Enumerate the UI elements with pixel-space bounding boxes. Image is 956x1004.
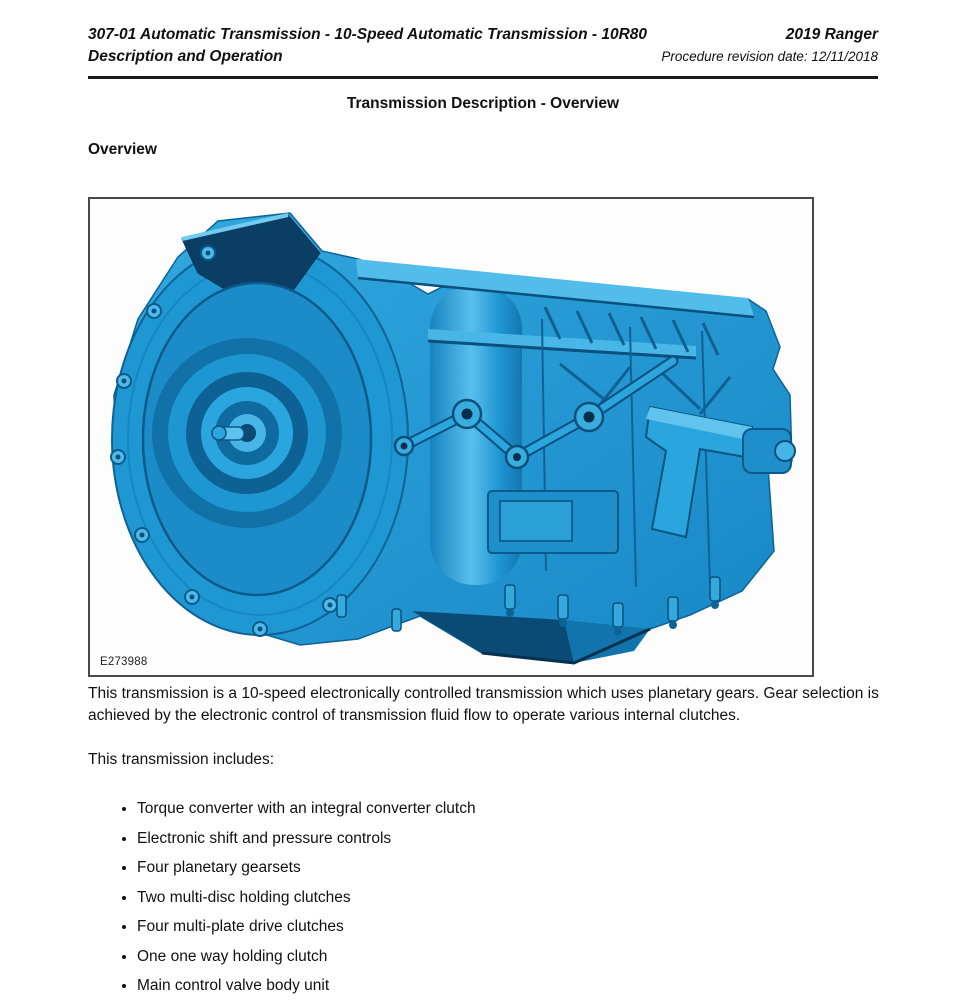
header-row-1	[88, 24, 878, 46]
includes-intro: This transmission includes:	[88, 751, 275, 768]
transmission-figure	[88, 197, 814, 677]
page-content	[88, 24, 878, 1004]
header-divider	[88, 76, 878, 79]
feature-item-one-way-clutch: • One one way holding clutch	[137, 945, 878, 968]
page-header	[88, 24, 878, 68]
intro-paragraph: This transmission is a 10-speed electronically controlled transmission which uses planetary gears. Gear selection is achieved by the electronic control of transmission fluid flow to operate various internal clutches.	[88, 685, 879, 724]
feature-item-holding-clutches: • Two multi-disc holding clutches	[137, 886, 878, 909]
feature-item-valve-body: • Main control valve body unit	[137, 974, 878, 997]
document-title: Transmission Description - Overview	[346, 95, 620, 112]
figure-label: E273988	[100, 656, 148, 668]
features-list	[88, 797, 878, 997]
feature-item-torque-converter: • Torque converter with an integral converter clutch	[137, 797, 878, 820]
header-subsection-title: Description and Operation	[88, 48, 283, 65]
feature-item-planetary-gearsets: • Four planetary gearsets	[137, 856, 878, 879]
feature-item-shift-controls: • Electronic shift and pressure controls	[137, 827, 878, 850]
header-revision-date: Procedure revision date: 12/11/2018	[661, 49, 878, 64]
header-vehicle-model: 2019 Ranger	[785, 26, 878, 43]
feature-item-drive-clutches: • Four multi-plate drive clutches	[137, 915, 878, 938]
transmission-illustration	[90, 199, 812, 675]
header-section-title: 307-01 Automatic Transmission - 10-Speed Automatic Transmission - 10R80	[88, 26, 648, 43]
section-heading-overview: Overview	[88, 141, 157, 158]
header-row-2	[88, 46, 878, 68]
